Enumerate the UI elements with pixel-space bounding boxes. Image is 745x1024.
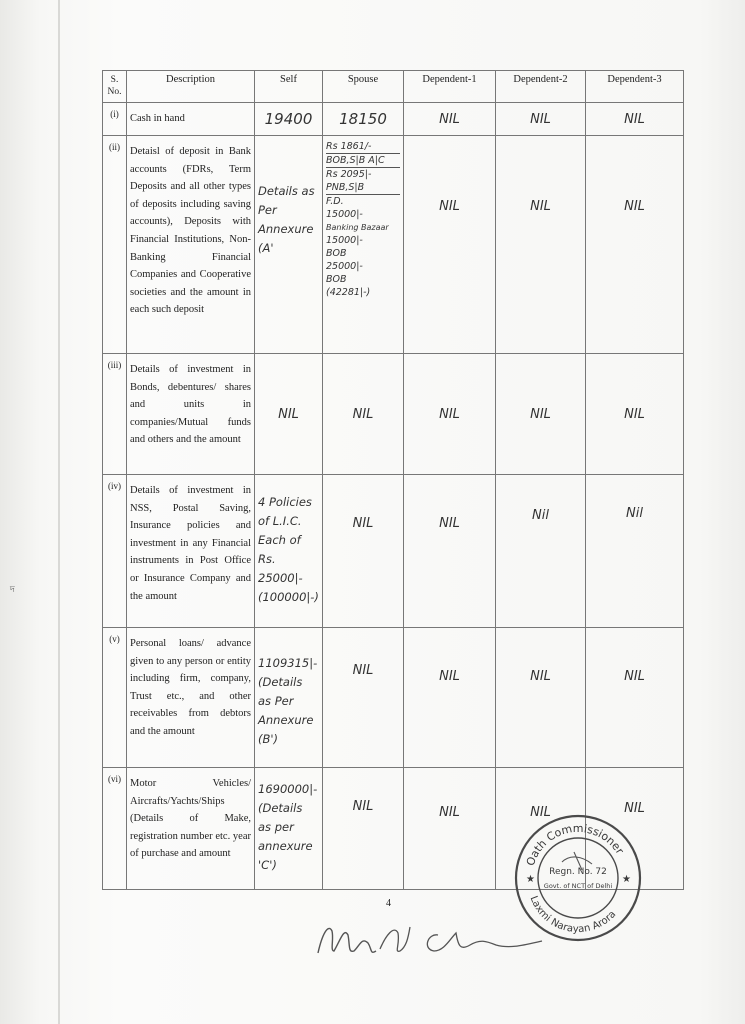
row-self: 4 Policies of L.I.C. Each of Rs. 25000|- (100000|-) xyxy=(255,475,323,628)
row-spouse: NIL xyxy=(323,475,404,628)
row-dependent-3: NIL xyxy=(586,628,684,768)
stamp-star-icon: ★ xyxy=(526,874,535,885)
row-dependent-3: NIL xyxy=(586,103,684,136)
oath-commissioner-stamp xyxy=(512,812,644,944)
stamp-registration: Regn. No. 72 xyxy=(549,867,607,877)
row-dependent-3: NIL xyxy=(586,354,684,475)
table-row xyxy=(103,475,684,628)
page-number: 4 xyxy=(386,898,391,909)
row-self: 1109315|- (Details as Per Annexure (B') xyxy=(255,628,323,768)
row-dependent-1: NIL xyxy=(404,628,496,768)
row-sno: (vi) xyxy=(103,768,127,890)
header-dependent-1: Dependent-1 xyxy=(404,71,496,103)
spouse-deposit-line: 15000|- xyxy=(326,209,363,220)
row-dependent-2: NIL xyxy=(496,103,586,136)
row-dependent-2: NIL xyxy=(496,354,586,475)
row-spouse xyxy=(323,136,404,354)
header-self: Self xyxy=(255,71,323,103)
spouse-deposit-line: PNB,S|B xyxy=(326,181,400,195)
row-dependent-2: NIL xyxy=(496,768,586,890)
row-dependent-3: NIL xyxy=(586,768,684,890)
table-row xyxy=(103,136,684,354)
row-dependent-1: NIL xyxy=(404,475,496,628)
spouse-deposit-line: Banking Bazaar xyxy=(326,223,389,232)
spouse-deposit-line: Rs 2095|- xyxy=(326,169,372,180)
header-dependent-3: Dependent-3 xyxy=(586,71,684,103)
row-dependent-1: NIL xyxy=(404,768,496,890)
row-description: Personal loans/ advance given to any person or entity including firm, company, Trust etc., and other receivables from debtors and the amount xyxy=(127,628,255,768)
margin-mark: দ xyxy=(10,585,15,595)
header-dependent-2: Dependent-2 xyxy=(496,71,586,103)
table-row xyxy=(103,628,684,768)
spouse-deposit-line: F.D. xyxy=(326,196,344,207)
table-row xyxy=(103,354,684,475)
row-dependent-2: Nil xyxy=(496,475,586,628)
row-self: Details as Per Annexure (A' xyxy=(255,136,323,354)
row-dependent-1: NIL xyxy=(404,136,496,354)
row-spouse: NIL xyxy=(323,354,404,475)
spouse-deposit-line: 25000|- xyxy=(326,261,363,272)
row-sno: (iii) xyxy=(103,354,127,475)
row-sno: (iv) xyxy=(103,475,127,628)
row-dependent-1: NIL xyxy=(404,103,496,136)
row-dependent-3: Nil xyxy=(586,475,684,628)
row-spouse: 18150 xyxy=(323,103,404,136)
header-description: Description xyxy=(127,71,255,103)
stamp-name: Laxmi Narayan Arora xyxy=(527,894,619,936)
row-dependent-1: NIL xyxy=(404,354,496,475)
spouse-deposit-line: BOB xyxy=(326,274,347,285)
table-row xyxy=(103,103,684,136)
row-dependent-2: NIL xyxy=(496,628,586,768)
table-header-row xyxy=(103,71,684,103)
row-description: Details of investment in NSS, Postal Saving, Insurance policies and investment in any Financial instruments in Post Office or Insurance Company and the amount xyxy=(127,475,255,628)
header-spouse: Spouse xyxy=(323,71,404,103)
row-sno: (i) xyxy=(103,103,127,136)
asset-declaration-table xyxy=(102,70,684,890)
spouse-deposit-line: BOB,S|B A|C xyxy=(326,154,400,168)
row-self: 19400 xyxy=(255,103,323,136)
row-sno: (v) xyxy=(103,628,127,768)
row-description: Cash in hand xyxy=(127,103,255,136)
header-sno: S. No. xyxy=(103,71,127,103)
row-dependent-2: NIL xyxy=(496,136,586,354)
row-sno: (ii) xyxy=(103,136,127,354)
spouse-deposit-line: 15000|- xyxy=(326,235,363,246)
row-description: Details of investment in Bonds, debentures/ shares and units in companies/Mutual funds and others and the amount xyxy=(127,354,255,475)
row-self: NIL xyxy=(255,354,323,475)
spouse-deposit-line: Rs 1861/- xyxy=(326,140,400,154)
stamp-government: Govt. of NCT of Delhi xyxy=(543,882,613,890)
row-spouse: NIL xyxy=(323,768,404,890)
stamp-title: Oath Commissioner xyxy=(523,821,627,868)
row-spouse: NIL xyxy=(323,628,404,768)
row-description: Detaisl of deposit in Bank accounts (FDRs, Term Deposits and all other types of deposits including saving accounts), Deposits with Financial Institutions, Non-Banking Financial Companies and Cooperative societies and the amount in each such deposit xyxy=(127,136,255,354)
spouse-deposit-line: BOB xyxy=(326,248,347,259)
row-description: Motor Vehicles/ Aircrafts/Yachts/Ships (Details of Make, registration number etc. year of purchase and amount xyxy=(127,768,255,890)
row-self: 1690000|- (Details as per annexure 'C') xyxy=(255,768,323,890)
page-fold xyxy=(58,0,60,1024)
spouse-deposit-line: (42281|-) xyxy=(326,287,371,298)
row-dependent-3: NIL xyxy=(586,136,684,354)
stamp-star-icon: ★ xyxy=(622,874,631,885)
